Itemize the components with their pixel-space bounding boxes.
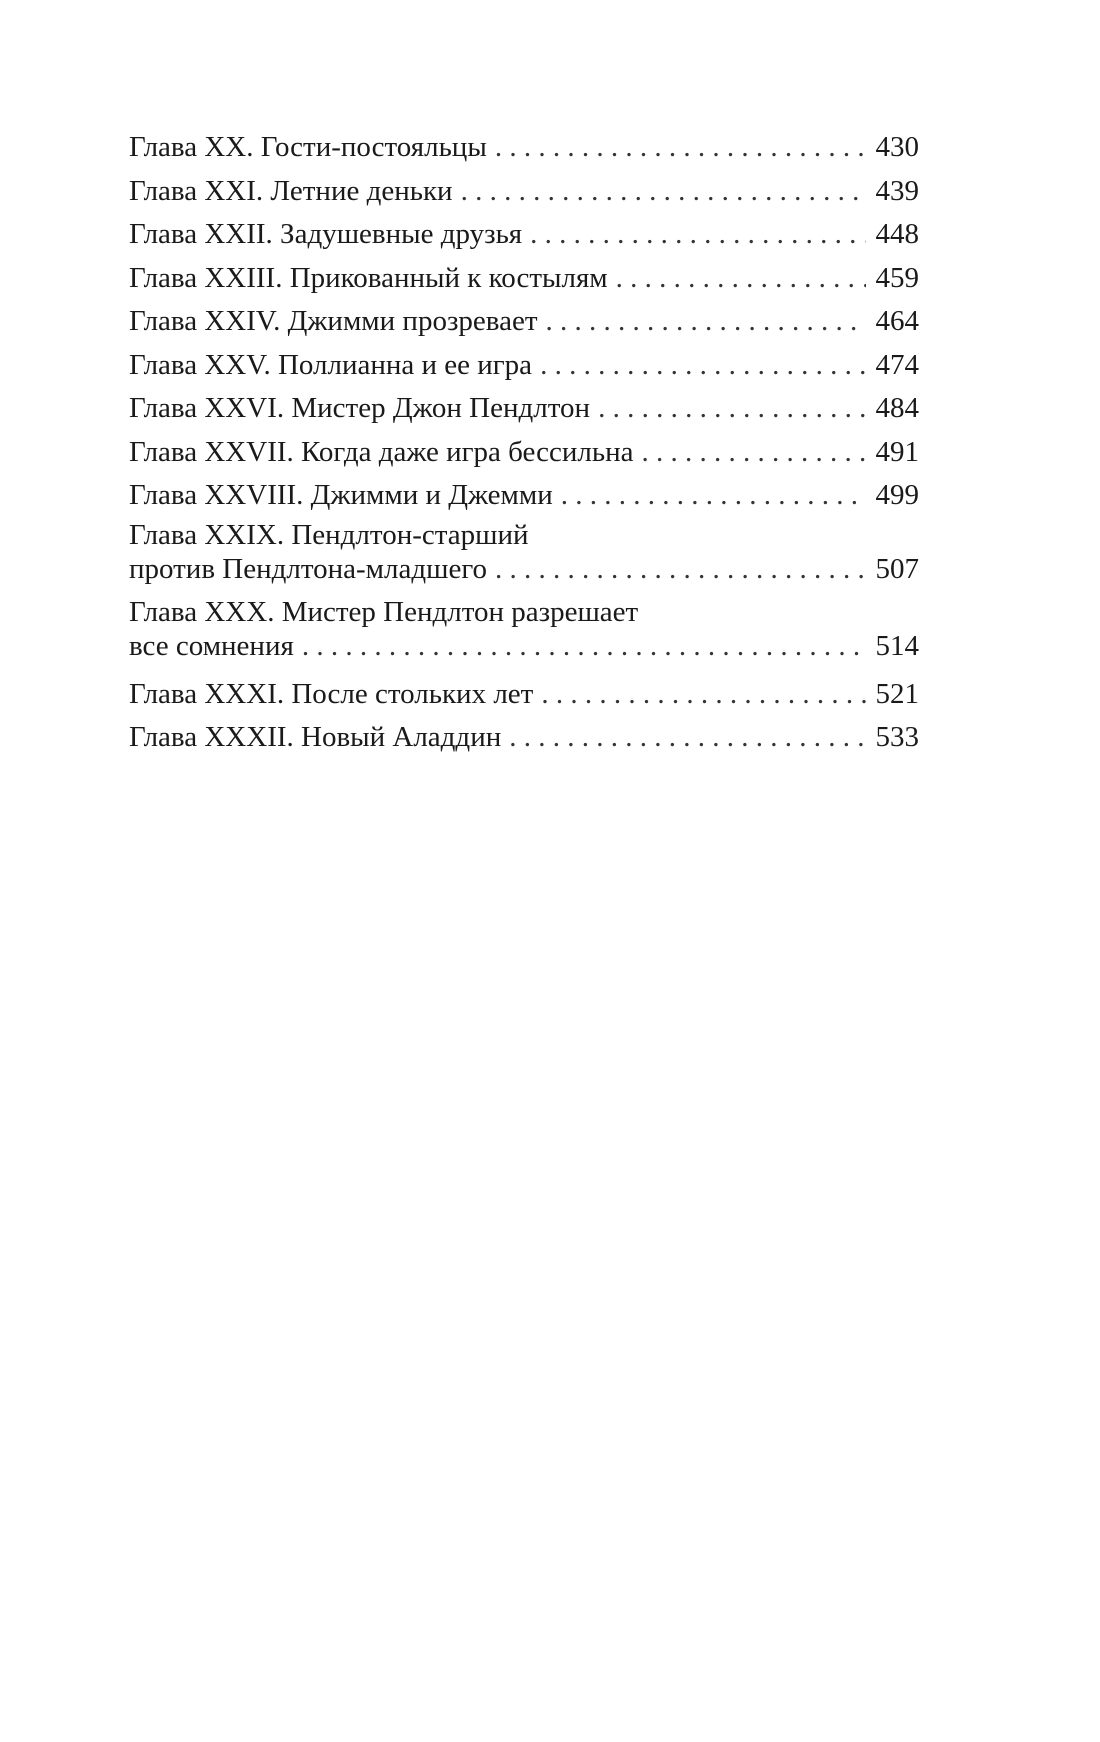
toc-entry-title: Глава XXVIII. Джимми и Джемми xyxy=(129,479,553,511)
toc-entry-page-number: 459 xyxy=(875,261,919,294)
toc-entry-title: Глава XXIII. Прикованный к костылям xyxy=(129,261,608,294)
toc-entry-line xyxy=(129,300,919,344)
toc-entry-title: Глава XXV. Поллианна и ее игра xyxy=(129,348,533,381)
toc-entry-line xyxy=(129,126,919,170)
toc-entry xyxy=(129,257,919,301)
toc-entry-page-number: 521 xyxy=(875,677,919,710)
toc-entry-line xyxy=(129,474,919,518)
toc-entry-line xyxy=(129,716,919,760)
toc-entry-page-number: 514 xyxy=(875,630,919,662)
toc-entry-title: Глава XX. Гости-постояльцы xyxy=(129,131,487,163)
dot-leader xyxy=(561,474,866,518)
dot-leader xyxy=(641,431,865,475)
dot-leader xyxy=(546,300,866,344)
toc-entry-title: Глава XXI. Летние деньки xyxy=(129,174,453,207)
toc-entry-page-number: 491 xyxy=(875,435,919,468)
toc-entry-title: Глава XXXII. Новый Аладдин xyxy=(129,721,502,753)
toc-entry xyxy=(129,170,919,214)
toc-entry xyxy=(129,518,919,586)
toc-entry xyxy=(129,126,919,170)
toc-entry xyxy=(129,474,919,518)
toc-entry xyxy=(129,673,919,717)
toc-entry-page-number: 448 xyxy=(875,218,919,250)
dot-leader xyxy=(540,344,865,388)
toc-entry xyxy=(129,716,919,760)
dot-leader xyxy=(495,126,866,170)
toc-entry xyxy=(129,213,919,257)
toc-entry-page-number: 439 xyxy=(875,174,919,207)
toc-entry xyxy=(129,595,919,663)
toc-entry-title: Глава XXVII. Когда даже игра бессильна xyxy=(129,435,634,468)
toc-entry xyxy=(129,300,919,344)
toc-entry xyxy=(129,387,919,431)
table-of-contents xyxy=(129,126,919,760)
toc-entry-title-line-1: Глава XXIX. Пендлтон-старший xyxy=(129,518,529,551)
toc-entry-title-line-2: все сомнения xyxy=(129,630,294,662)
toc-entry-line xyxy=(129,552,919,586)
toc-entry-line xyxy=(129,344,919,388)
toc-entry-title: Глава XXIV. Джимми прозревает xyxy=(129,305,538,337)
toc-entry-line xyxy=(129,431,919,475)
toc-entry-page-number: 464 xyxy=(875,305,919,337)
toc-entry xyxy=(129,431,919,475)
toc-entry-title: Глава XXVI. Мистер Джон Пендлтон xyxy=(129,392,591,424)
toc-entry-title-line-1: Глава XXX. Мистер Пендлтон разрешает xyxy=(129,596,639,628)
toc-entry-line xyxy=(129,629,919,663)
toc-entry-page-number: 499 xyxy=(875,479,919,511)
dot-leader xyxy=(530,213,865,257)
dot-leader xyxy=(495,552,866,586)
toc-entry-line xyxy=(129,213,919,257)
toc-entry-line xyxy=(129,257,919,301)
toc-entry-page-number: 507 xyxy=(875,552,919,585)
toc-entry-line xyxy=(129,170,919,214)
toc-entry-page-number: 430 xyxy=(875,131,919,163)
toc-entry-title-line-2: против Пендлтона-младшего xyxy=(129,552,487,585)
toc-entry-line xyxy=(129,673,919,717)
toc-entry-page-number: 533 xyxy=(875,721,919,753)
toc-entry-title: Глава XXXI. После стольких лет xyxy=(129,677,534,710)
toc-entry-page-number: 484 xyxy=(875,392,919,424)
dot-leader xyxy=(541,673,865,717)
dot-leader xyxy=(598,387,865,431)
toc-entry-title: Глава XXII. Задушевные друзья xyxy=(129,218,523,250)
dot-leader xyxy=(509,716,865,760)
dot-leader xyxy=(616,257,866,301)
toc-entry-page-number: 474 xyxy=(875,348,919,381)
dot-leader xyxy=(461,170,866,214)
toc-entry xyxy=(129,344,919,388)
dot-leader xyxy=(302,629,866,663)
toc-entry-line xyxy=(129,387,919,431)
